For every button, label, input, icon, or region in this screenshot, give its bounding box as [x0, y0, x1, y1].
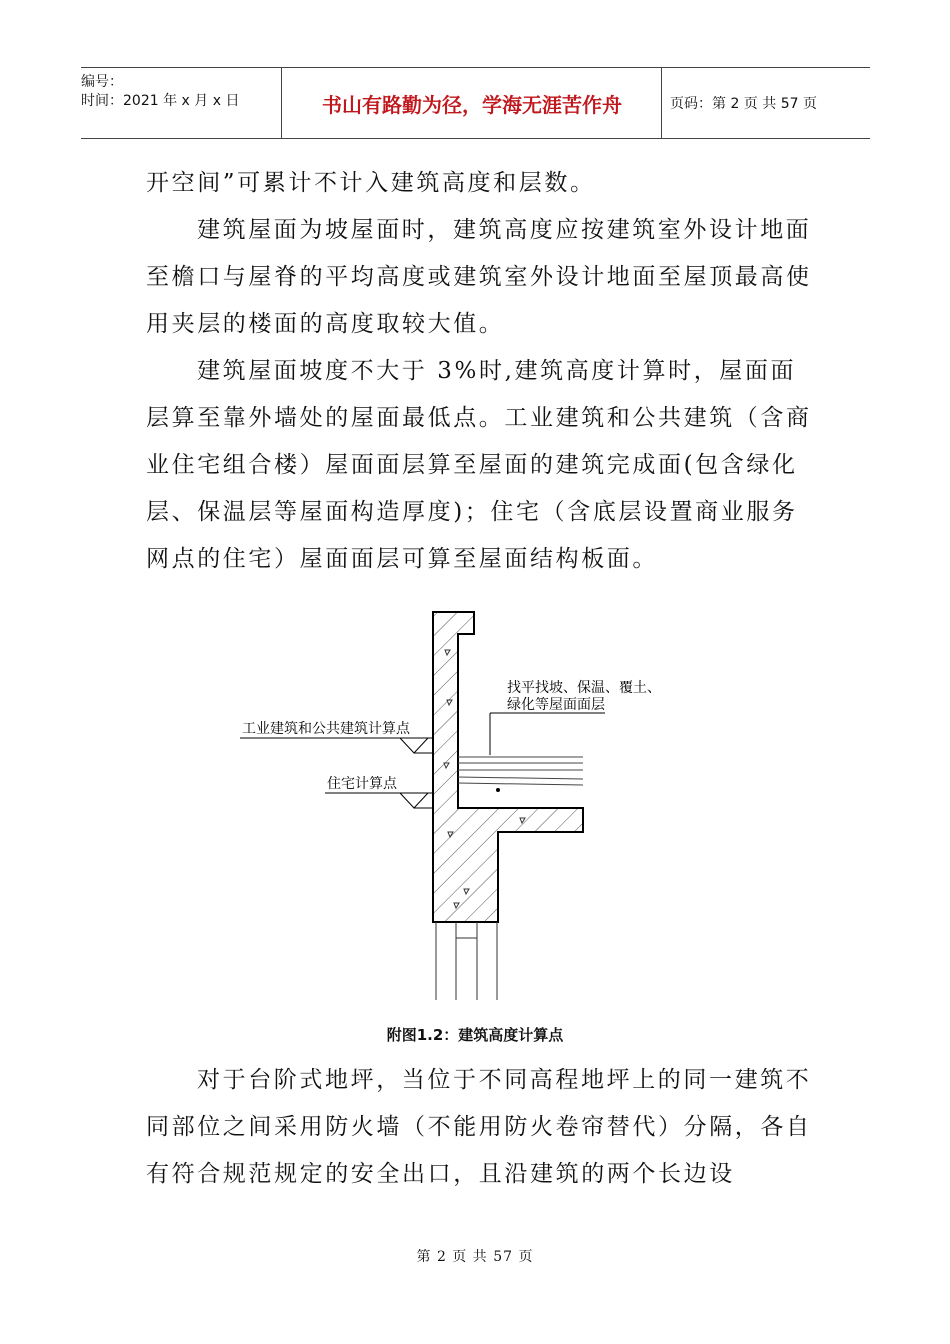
paragraph-3: 建筑屋面坡度不大于 3%时,建筑高度计算时，屋面面层算至靠外墙处的屋面最低点。工业建筑和公共建筑（含商业住宅组合楼）屋面面层算至屋面的建筑完成面(包含绿化层、保温层等屋面构造厚度)；住宅（含底层设置商业服务网点的住宅）屋面面层可算至屋面结构板面。	[146, 358, 812, 572]
leader-dot	[496, 788, 500, 792]
body-text-bottom	[146, 1057, 814, 1198]
public-point-marker	[240, 738, 433, 753]
roof-layers	[458, 757, 583, 785]
paragraph-4: 对于台阶式地坪，当位于不同高程地坪上的同一建筑不同部位之间采用防火墙（不能用防火卷帘替代）分隔，各自有符合规范规定的安全出口，且沿建筑的两个长边设	[146, 1067, 812, 1187]
label-public-point: 工业建筑和公共建筑计算点	[242, 721, 410, 737]
label-residential-point: 住宅计算点	[327, 776, 397, 792]
header-motto: 书山有路勤为径，学海无涯苦作舟	[283, 68, 662, 138]
wall-section	[433, 612, 583, 922]
figure-caption: 附图1.2：建筑高度计算点	[386, 1026, 564, 1044]
header-date: 时间：2021 年 x 月 x 日	[81, 93, 240, 109]
page-footer: 第 2 页 共 57 页	[416, 1249, 534, 1265]
paragraph-1: 开空间”可累计不计入建筑高度和层数。	[146, 170, 596, 196]
column	[436, 922, 497, 1000]
paragraph-2: 建筑屋面为坡屋面时，建筑高度应按建筑室外设计地面至檐口与屋脊的平均高度或建筑室外设计地面至屋顶最高使用夹层的楼面的高度取较大值。	[146, 217, 812, 337]
label-layers-line1: 找平找坡、保温、覆土、	[507, 680, 661, 696]
header-code: 编号：	[81, 74, 123, 90]
header-page-info: 页码：第 2 页 共 57 页	[670, 96, 817, 112]
residential-point-marker	[325, 793, 433, 808]
layers-leader	[490, 713, 605, 755]
label-layers-line2: 绿化等屋面面层	[507, 697, 605, 713]
